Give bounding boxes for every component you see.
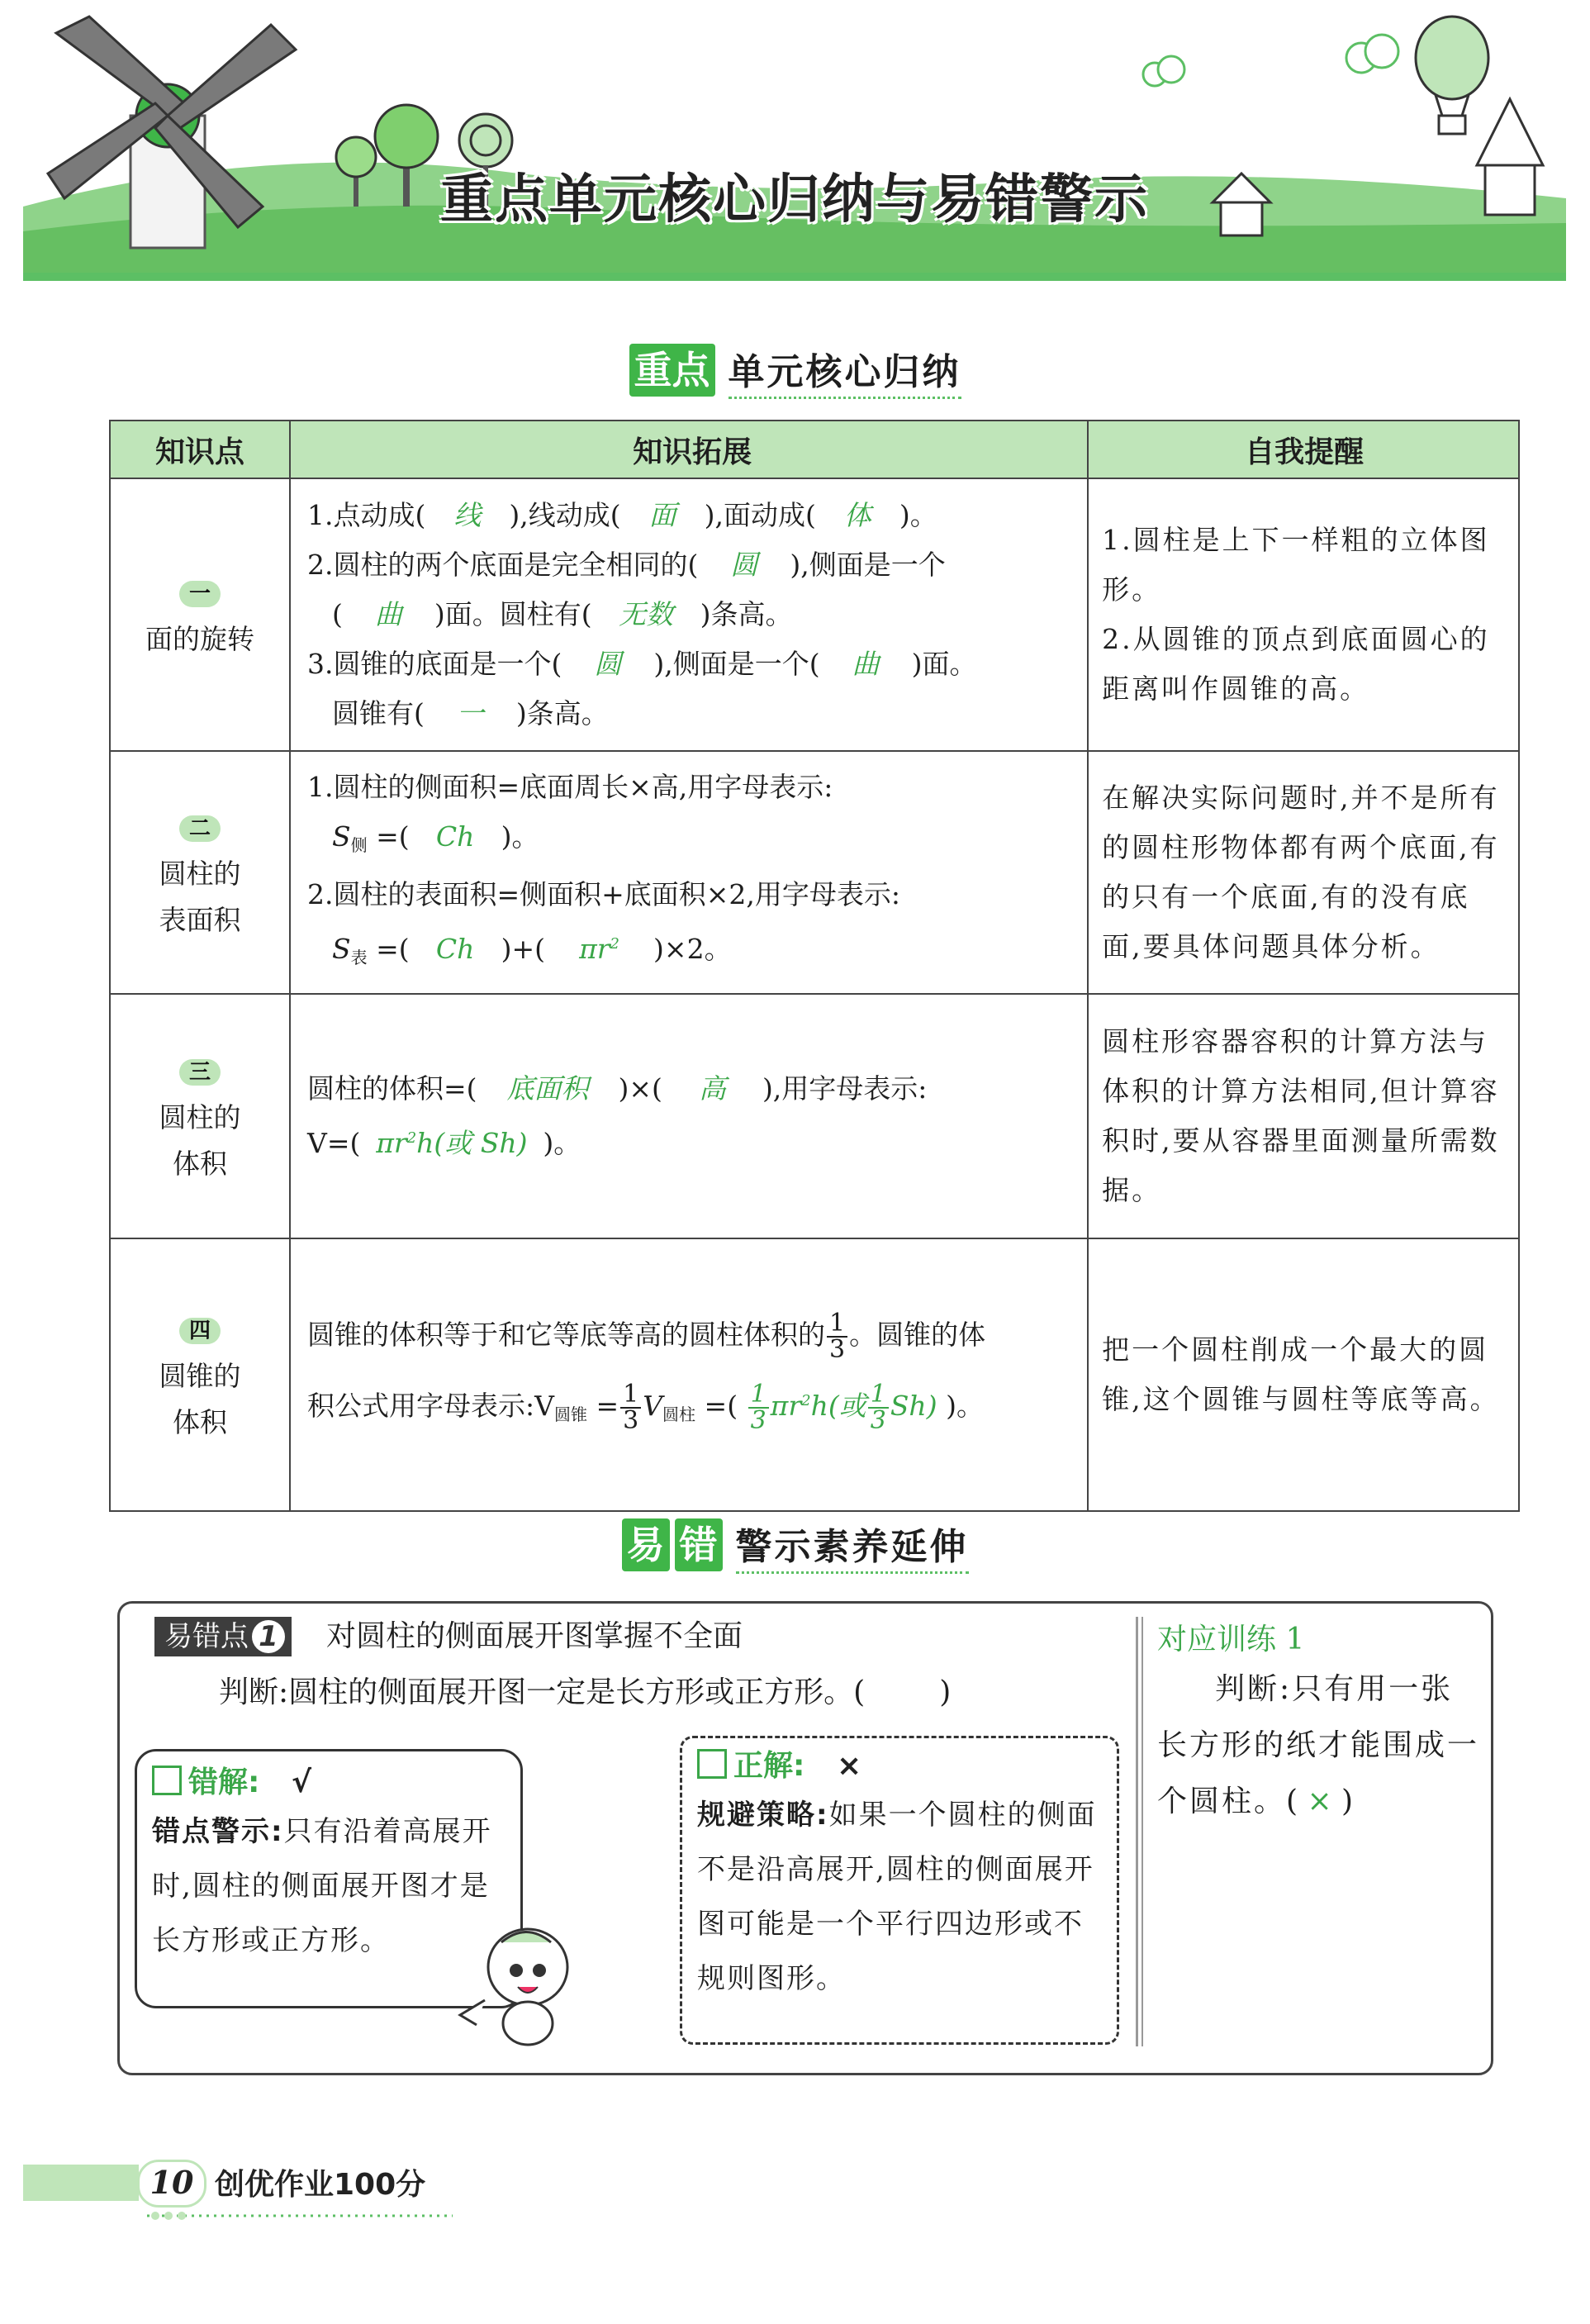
answer: 线 xyxy=(453,499,482,531)
divider xyxy=(1136,1617,1143,2046)
fraction xyxy=(748,1382,769,1433)
question-text: ) xyxy=(939,1675,952,1709)
denominator: 3 xyxy=(829,1335,846,1364)
strategy-text: 如果一个圆柱的侧面不是沿高展开,圆柱的侧面展开图可能是一个平行四边形或不规则图形。 xyxy=(697,1799,1097,1995)
text: )面。 xyxy=(911,648,977,680)
training-panel xyxy=(1157,1618,1479,1830)
remind-cell xyxy=(1088,751,1519,994)
text: )+( xyxy=(501,933,546,965)
fraction xyxy=(868,1382,889,1433)
table-row xyxy=(110,478,1519,751)
remind-text: 1.圆柱是上下一样粗的立体图形。 xyxy=(1102,524,1490,606)
topic-cell xyxy=(110,1238,290,1511)
text: ),侧面是一个 xyxy=(790,549,946,581)
page-number: 10 xyxy=(137,2160,206,2208)
text: 积公式用字母表示:V xyxy=(307,1390,554,1422)
text: =( xyxy=(376,933,410,965)
table-header-cell: 知识拓展 xyxy=(290,421,1088,478)
page-title: 重点单元核心归纳与易错警示 xyxy=(440,169,1149,230)
section-heading-errors xyxy=(0,1514,1590,1576)
answer: 圆 xyxy=(730,549,758,581)
text: ),侧面是一个( xyxy=(653,648,820,680)
training-text: ) xyxy=(1341,1785,1356,1818)
training-text: 判断:只有用一张长方形的纸才能围成一个圆柱。( xyxy=(1157,1672,1480,1818)
topic-number-badge: 四 xyxy=(179,1318,221,1344)
error-point-box xyxy=(117,1601,1493,2075)
symbol: S xyxy=(332,820,351,853)
text: )。 xyxy=(543,1127,581,1159)
cross-box-icon xyxy=(152,1766,182,1795)
answer-text: πr xyxy=(376,1127,407,1159)
wrong-answer-head xyxy=(152,1761,505,1804)
topic-number-badge: 二 xyxy=(179,815,221,842)
text: 3.圆锥的底面是一个( xyxy=(307,648,562,680)
numerator: 1 xyxy=(748,1382,769,1409)
table-row xyxy=(110,994,1519,1238)
text: V=( xyxy=(307,1127,361,1159)
text: )条高。 xyxy=(515,697,609,730)
question-text: 判断:圆柱的侧面展开图一定是长方形或正方形。( xyxy=(219,1675,866,1709)
error-point-label xyxy=(154,1617,292,1656)
fraction xyxy=(620,1382,641,1433)
topic-cell xyxy=(110,994,290,1238)
topic-label: 圆锥的 xyxy=(159,1360,241,1392)
answer: 高 xyxy=(698,1072,726,1105)
head-text: 错解: xyxy=(188,1766,260,1799)
book-title: 创优作业100分 xyxy=(215,2168,426,2202)
answer xyxy=(747,1368,937,1439)
knowledge-table xyxy=(109,420,1520,1512)
text: 圆柱的体积=( xyxy=(307,1072,477,1105)
topic-label: 体积 xyxy=(173,1148,227,1180)
training-head: 对应训练 1 xyxy=(1157,1623,1305,1656)
training-question xyxy=(1157,1661,1479,1830)
superscript: 2 xyxy=(801,1392,811,1409)
text: ( xyxy=(332,598,343,630)
warn-text: 只有沿着高展开时,圆柱的侧面展开图才是长方形或正方形。 xyxy=(152,1815,492,1957)
section-title: 警示素养延伸 xyxy=(736,1517,969,1574)
answer: 体 xyxy=(843,499,871,531)
content-cell xyxy=(290,1238,1088,1511)
right-answer-head xyxy=(697,1745,1102,1788)
table-row xyxy=(110,751,1519,994)
denominator: 3 xyxy=(870,1406,886,1435)
text: 圆锥有( xyxy=(332,697,425,730)
head-text: 正解: xyxy=(733,1749,805,1783)
content-cell xyxy=(290,751,1088,994)
balloon-icon xyxy=(1416,17,1488,134)
text: 1.点动成( xyxy=(307,499,426,531)
label-text: 易错点 xyxy=(164,1620,249,1653)
topic-number-badge: 一 xyxy=(179,581,221,607)
answer: 曲 xyxy=(852,648,880,680)
text: ),线动成( xyxy=(509,499,621,531)
answer-text: πr xyxy=(770,1390,802,1422)
remind-cell xyxy=(1088,478,1519,751)
text: )×( xyxy=(618,1072,662,1105)
denominator: 3 xyxy=(623,1406,639,1435)
remind-cell xyxy=(1088,994,1519,1238)
error-point-title: 对圆柱的侧面展开图掌握不全面 xyxy=(326,1619,743,1653)
header-banner xyxy=(23,0,1566,297)
text: =( xyxy=(376,820,410,853)
topic-label: 圆柱的 xyxy=(159,1101,241,1133)
table-row xyxy=(110,1238,1519,1511)
subscript: 圆柱 xyxy=(662,1404,696,1424)
error-question xyxy=(219,1671,951,1714)
section-tag: 错 xyxy=(675,1518,723,1571)
table-header-cell: 自我提醒 xyxy=(1088,421,1519,478)
page-footer xyxy=(23,2148,486,2222)
text: )面。圆柱有( xyxy=(434,598,592,630)
right-mark: × xyxy=(836,1749,862,1783)
text: )×2。 xyxy=(653,933,732,965)
text: )。 xyxy=(501,820,539,853)
avoid-strategy xyxy=(697,1788,1102,2006)
label-number: 1 xyxy=(252,1620,285,1653)
text: ),面动成( xyxy=(704,499,816,531)
numerator: 1 xyxy=(620,1382,641,1409)
answer xyxy=(554,920,645,974)
right-answer-box xyxy=(680,1736,1119,2045)
answer: 底面积 xyxy=(506,1072,589,1105)
answer-text: h(或 Sh) xyxy=(416,1127,528,1159)
answer: Ch xyxy=(435,933,475,965)
subscript: 侧 xyxy=(350,835,368,855)
section-heading-key-points xyxy=(0,339,1590,402)
fraction xyxy=(827,1311,847,1362)
check-box-icon xyxy=(697,1749,727,1779)
remind-text: 圆柱形容器容积的计算方法与体积的计算方法相同,但计算容积时,要从容器里面测量所需数据。 xyxy=(1102,1025,1500,1206)
subscript: 圆锥 xyxy=(553,1404,587,1424)
superscript: 2 xyxy=(406,1129,417,1147)
text: )。 xyxy=(946,1390,984,1422)
superscript: 2 xyxy=(610,935,619,953)
text: )条高。 xyxy=(700,598,793,630)
wrong-mark: √ xyxy=(291,1766,311,1799)
remind-text: 把一个圆柱削成一个最大的圆锥,这个圆锥与圆柱等底等高。 xyxy=(1102,1333,1500,1415)
text: = xyxy=(596,1390,619,1422)
subscript: 表 xyxy=(350,948,368,967)
table-header-cell: 知识点 xyxy=(110,421,290,478)
text: 1.圆柱的侧面积=底面周长×高,用字母表示: xyxy=(307,771,833,803)
text: 圆锥的体积等于和它等底等高的圆柱体积的 xyxy=(307,1319,825,1351)
table-header-row xyxy=(110,421,1519,478)
numerator: 1 xyxy=(868,1382,889,1409)
text: ),用字母表示: xyxy=(762,1072,928,1105)
text: 2.圆柱的两个底面是完全相同的( xyxy=(307,549,699,581)
topic-label: 表面积 xyxy=(159,904,241,936)
answer: 一 xyxy=(456,697,484,730)
text: =( xyxy=(704,1390,738,1422)
content-cell xyxy=(290,994,1088,1238)
answer: Ch xyxy=(435,820,475,853)
cloud-icon xyxy=(1143,35,1398,86)
mascot-icon xyxy=(452,1918,600,2058)
topic-number-badge: 三 xyxy=(179,1059,221,1086)
text: 2.圆柱的表面积=侧面积+底面积×2,用字母表示: xyxy=(307,878,901,910)
numerator: 1 xyxy=(827,1311,847,1338)
section-tag: 易 xyxy=(622,1518,670,1571)
section-title: 单元核心归纳 xyxy=(729,342,961,399)
answer: 圆 xyxy=(594,648,622,680)
denominator: 3 xyxy=(750,1406,767,1435)
section-tag: 重点 xyxy=(629,344,715,397)
answer: 无数 xyxy=(619,598,674,630)
symbol: V xyxy=(643,1390,663,1422)
remind-text: 在解决实际问题时,并不是所有的圆柱形物体都有两个底面,有的只有一个底面,有的没有底面,要具体问题具体分析。 xyxy=(1102,782,1500,962)
topic-label: 体积 xyxy=(173,1406,227,1438)
topic-cell xyxy=(110,751,290,994)
remind-text: 2.从圆锥的顶点到底面圆心的距离叫作圆锥的高。 xyxy=(1102,623,1490,705)
topic-cell xyxy=(110,478,290,751)
answer: × xyxy=(1307,1785,1335,1818)
text: 。圆锥的体 xyxy=(849,1319,986,1351)
strategy-label: 规避策略: xyxy=(697,1799,829,1832)
answer-text: Sh) xyxy=(890,1390,937,1422)
content-cell xyxy=(290,478,1088,751)
topic-label: 面的旋转 xyxy=(145,623,254,655)
remind-cell xyxy=(1088,1238,1519,1511)
warn-label: 错点警示: xyxy=(152,1815,284,1848)
text: )。 xyxy=(899,499,937,531)
answer: 面 xyxy=(648,499,676,531)
answer-text: πr xyxy=(579,933,610,965)
symbol: S xyxy=(332,933,351,965)
topic-label: 圆柱的 xyxy=(159,858,241,890)
answer: 曲 xyxy=(374,598,402,630)
answer-text: h(或 xyxy=(810,1390,866,1422)
answer xyxy=(369,1114,534,1168)
banner-illustration xyxy=(23,0,1566,297)
